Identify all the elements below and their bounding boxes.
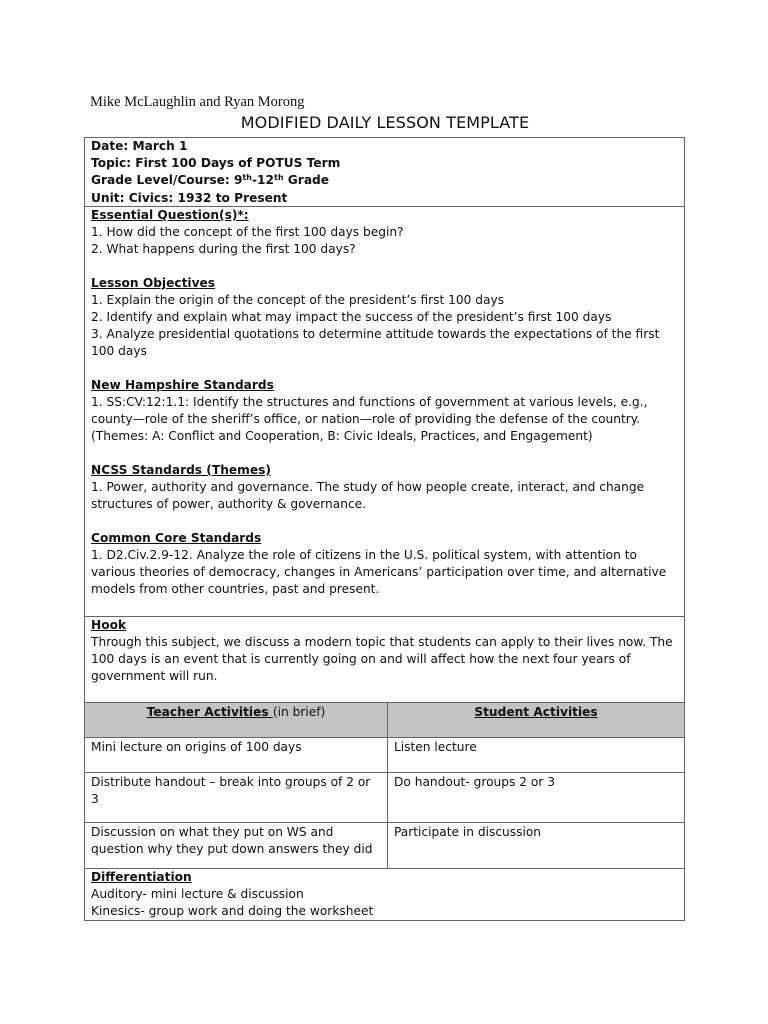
- activities-table: [84, 702, 685, 874]
- hook-heading: Hook: [91, 618, 127, 632]
- table-row: [85, 773, 685, 823]
- student-activity-cell: Participate in discussion: [388, 823, 685, 874]
- table-row: [85, 738, 685, 773]
- ncss-standards-text: 1. Power, authority and governance. The study of how people create, interact, and change structures of power, authority & governance.: [91, 480, 645, 511]
- teacher-activity-cell: Distribute handout – break into groups of 2 or 3: [85, 773, 388, 823]
- nh-standards-text: 1. SS:CV:12:1.1: Identify the structures and functions of government at various levels, e.g., county—role of the sheriff’s office, or nation—role of providing the defense of the country. (Themes: A: Conflict and Cooperation, B: Civic Ideals, Practices, and Engagement): [91, 395, 648, 443]
- teacher-activities-header: Teacher Activities (in brief): [85, 703, 388, 738]
- objectives-heading: Lesson Objectives: [91, 276, 216, 290]
- lesson-info-box: [84, 137, 685, 207]
- lesson-details-box: [84, 206, 685, 617]
- ncss-standards-heading: NCSS Standards (Themes): [91, 463, 271, 477]
- document-title: MODIFIED DAILY LESSON TEMPLATE: [240, 113, 530, 132]
- common-core-heading: Common Core Standards: [91, 531, 262, 545]
- objective-item: 3. Analyze presidential quotations to determine attitude towards the expectations of the first 100 days: [91, 327, 660, 358]
- essential-question-item: 2. What happens during the first 100 days?: [91, 242, 356, 256]
- essential-question-item: 1. How did the concept of the first 100 days begin?: [91, 225, 404, 239]
- objective-item: 1. Explain the origin of the concept of the president’s first 100 days: [91, 293, 505, 307]
- hook-box: [84, 616, 685, 703]
- nh-standards-heading: New Hampshire Standards: [91, 378, 274, 392]
- student-activities-header: Student Activities: [388, 703, 685, 738]
- teacher-activity-cell: Mini lecture on origins of 100 days: [85, 738, 388, 773]
- table-row: [85, 823, 685, 874]
- differentiation-item: Auditory- mini lecture & discussion: [91, 887, 304, 901]
- essential-questions-heading: Essential Question(s)*:: [91, 208, 249, 222]
- student-activity-cell: Do handout- groups 2 or 3: [388, 773, 685, 823]
- teacher-activity-cell: Discussion on what they put on WS and question why they put down answers they did: [85, 823, 388, 874]
- differentiation-box: [84, 868, 685, 921]
- differentiation-heading: Differentiation: [91, 870, 192, 884]
- common-core-text: 1. D2.Civ.2.9-12. Analyze the role of citizens in the U.S. political system, with attention to various theories of democracy, changes in Americans’ participation over time, and alternative models from other countries, past and present.: [91, 548, 667, 596]
- differentiation-item: Kinesics- group work and doing the worksheet: [91, 904, 374, 918]
- lesson-grade-level: Grade Level/Course: 9th-12th Grade: [91, 173, 330, 188]
- hook-text: Through this subject, we discuss a modern topic that students can apply to their lives now. The 100 days is an event that is currently going on and will affect how the next four years of government will run.: [91, 635, 673, 683]
- lesson-topic: Topic: First 100 Days of POTUS Term: [91, 156, 341, 171]
- lesson-date: Date: March 1: [91, 139, 188, 153]
- objective-item: 2. Identify and explain what may impact the success of the president’s first 100 days: [91, 310, 612, 324]
- activities-header-row: [85, 703, 685, 738]
- lesson-unit: Unit: Civics: 1932 to Present: [91, 190, 288, 205]
- authors-line: Mike McLaughlin and Ryan Morong: [90, 94, 305, 110]
- student-activity-cell: Listen lecture: [388, 738, 685, 773]
